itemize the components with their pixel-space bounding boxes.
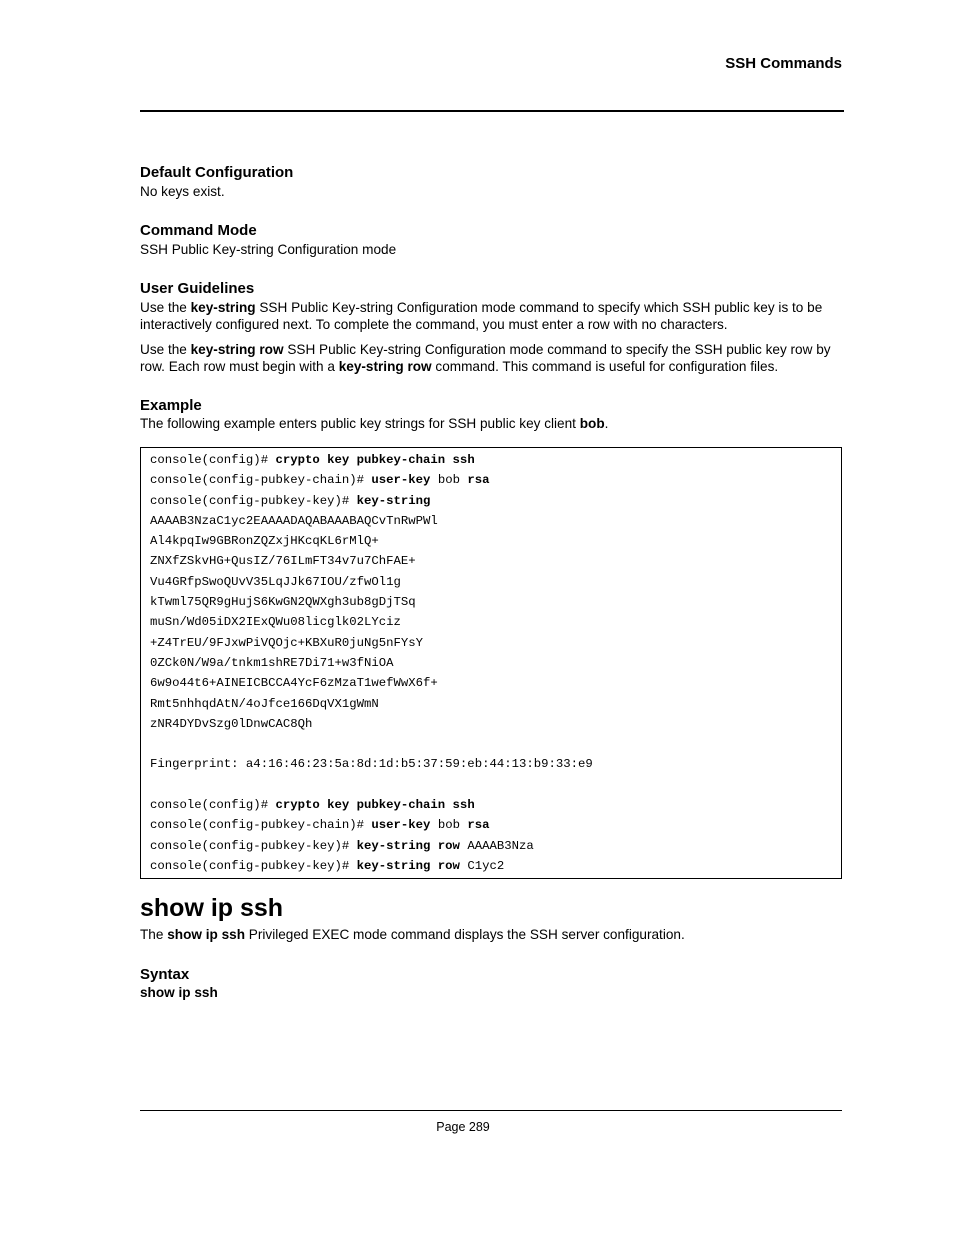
code-line xyxy=(150,795,832,815)
code-command: key-string xyxy=(356,493,431,508)
code-line xyxy=(150,754,832,774)
footer-divider xyxy=(140,1110,842,1111)
text-run: SSH Public Key-string Configuration mode command to specify the SSH public key row by row. Each row must begin with a xyxy=(140,342,831,374)
section-heading: Syntax xyxy=(140,966,190,984)
section-heading: Command Mode xyxy=(140,222,257,239)
command-mode-section xyxy=(140,221,842,258)
code-prompt: console(config-pubkey-chain)# xyxy=(150,818,372,833)
code-line xyxy=(150,694,832,714)
text-run: Use the xyxy=(140,300,191,315)
code-prompt: 6w9o44t6+AINEICBCCA4YcF6zMzaT1wefWwX6f+ xyxy=(150,676,438,691)
code-command: rsa xyxy=(467,473,490,488)
code-prompt: 0ZCk0N/W9a/tnkm1shRE7Di71+w3fNiOA xyxy=(150,655,394,670)
code-command: user-key xyxy=(371,818,431,833)
code-prompt: Al4kpqIw9GBRonZQZxjHKcqKL6rMlQ+ xyxy=(150,534,379,549)
keyword: key-string row xyxy=(338,359,432,374)
code-line xyxy=(150,470,832,490)
code-argument: bob xyxy=(430,473,468,488)
code-command: user-key xyxy=(371,473,431,488)
text-run: Privileged EXEC mode command displays the SSH server configuration. xyxy=(245,927,685,943)
code-prompt: kTwml75QR9gHujS6KwGN2QWXgh3ub8gDjTSq xyxy=(150,595,416,610)
code-argument: bob xyxy=(430,818,468,833)
keyword: key-string row xyxy=(190,342,284,357)
code-prompt: Rmt5nhhqdAtN/4oJfce166DqVX1gWmN xyxy=(150,696,379,711)
code-line xyxy=(150,491,832,511)
text-run: SSH Public Key-string Configuration mode command to specify which SSH public key is to be interactively configured next. To complete the command, you must enter a row with no characters. xyxy=(140,300,823,332)
code-line xyxy=(150,633,832,653)
code-line xyxy=(150,815,832,835)
code-line xyxy=(150,531,832,551)
code-prompt: ZNXfZSkvHG+QusIZ/76ILmFT34v7u7ChFAE+ xyxy=(150,554,416,569)
text-run: command. This command is useful for configuration files. xyxy=(431,359,779,374)
text-run: Use the xyxy=(140,342,191,357)
section-text: SSH Public Key-string Configuration mode xyxy=(140,242,397,257)
code-prompt: AAAAB3NzaC1yc2EAAAADAQABAAABAQCvTnRwPWl xyxy=(150,513,438,528)
text-run: The xyxy=(140,927,168,943)
code-line xyxy=(150,592,832,612)
code-line xyxy=(150,612,832,632)
code-argument: AAAAB3Nza xyxy=(459,838,534,853)
code-prompt: muSn/Wd05iDX2IExQWu08licglk02LYciz xyxy=(150,615,401,630)
page-content xyxy=(140,163,842,1000)
section-heading: Example xyxy=(140,397,202,414)
code-line xyxy=(150,734,832,754)
command-description xyxy=(140,926,842,943)
running-header: SSH Commands xyxy=(725,55,842,72)
syntax-command: show ip ssh xyxy=(140,985,218,1001)
code-line xyxy=(150,714,832,734)
user-guidelines-section xyxy=(140,279,842,375)
code-prompt: console(config-pubkey-key)# xyxy=(150,858,357,873)
section-heading: User Guidelines xyxy=(140,280,255,297)
code-prompt: console(config-pubkey-chain)# xyxy=(150,473,372,488)
keyword: show ip ssh xyxy=(167,927,246,943)
code-example-box xyxy=(140,447,842,879)
code-line xyxy=(150,572,832,592)
code-prompt: Vu4GRfpSwoQUvV35LqJJk67IOU/zfwOl1g xyxy=(150,574,401,589)
code-prompt: Fingerprint: a4:16:46:23:5a:8d:1d:b5:37:59:eb:44:13:b9:33:e9 xyxy=(150,757,593,772)
code-line xyxy=(150,775,832,795)
code-line xyxy=(150,511,832,531)
code-argument: C1yc2 xyxy=(459,858,505,873)
page-number: Page 289 xyxy=(436,1120,490,1134)
code-command: key-string row xyxy=(356,858,460,873)
example-section xyxy=(140,396,842,879)
code-command: rsa xyxy=(467,818,490,833)
text-run: The following example enters public key strings for SSH public key client xyxy=(140,416,580,431)
text-run: . xyxy=(604,416,609,431)
code-prompt: zNR4DYDvSzg0lDnwCAC8Qh xyxy=(150,716,313,731)
section-text: No keys exist. xyxy=(140,184,225,199)
code-line xyxy=(150,551,832,571)
keyword: key-string xyxy=(190,300,256,315)
syntax-section xyxy=(140,965,842,1000)
code-line xyxy=(150,856,832,876)
code-prompt: +Z4TrEU/9FJxwPiVQOjc+KBXuR0juNg5nFYsY xyxy=(150,635,424,650)
example-intro xyxy=(140,415,842,432)
code-command: key-string row xyxy=(356,838,460,853)
code-line xyxy=(150,836,832,856)
header-divider xyxy=(140,110,844,112)
code-command: crypto key pubkey-chain ssh xyxy=(275,453,475,467)
code-command: crypto key pubkey-chain ssh xyxy=(275,798,475,813)
code-line xyxy=(150,653,832,673)
section-heading: Default Configuration xyxy=(140,164,294,181)
code-prompt: console(config)# xyxy=(150,798,276,813)
code-prompt: console(config-pubkey-key)# xyxy=(150,838,357,853)
command-title: show ip ssh xyxy=(140,894,284,923)
guideline-paragraph-1 xyxy=(140,299,842,333)
code-line xyxy=(150,450,832,470)
code-prompt: console(config)# xyxy=(150,453,276,467)
default-configuration-section xyxy=(140,163,842,200)
keyword: bob xyxy=(579,416,605,431)
guideline-paragraph-2 xyxy=(140,341,842,375)
code-line xyxy=(150,673,832,693)
code-prompt: console(config-pubkey-key)# xyxy=(150,493,357,508)
